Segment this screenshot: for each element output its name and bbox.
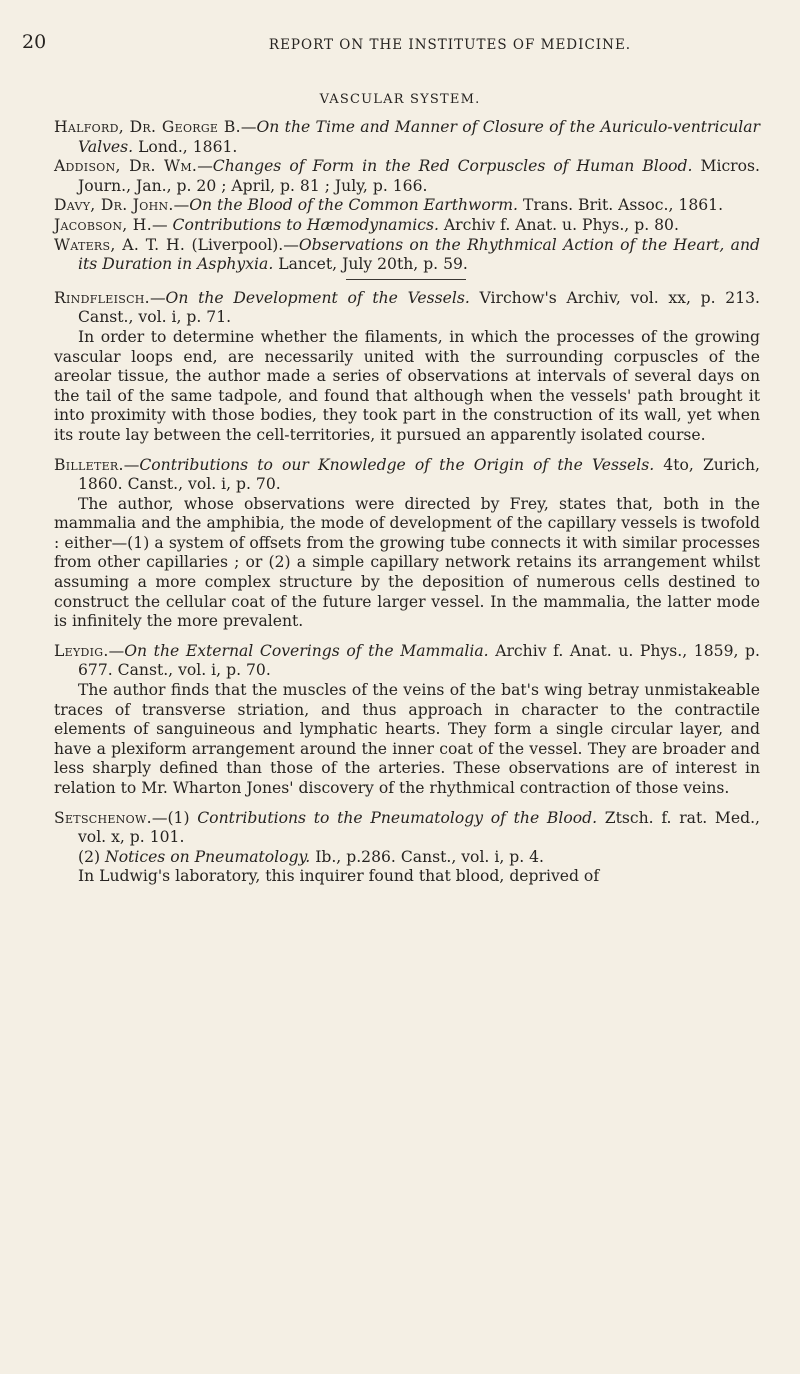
entry-source: Archiv f. Anat. u. Phys., 1859, p. 677. Canst., vol. i, p. 70. xyxy=(78,641,760,680)
entry-source: Virchow's Archiv, vol. xx, p. 213. Canst., vol. i, p. 71. xyxy=(78,288,760,327)
reference-addison xyxy=(54,157,760,196)
reference-source: Lond., 1861. xyxy=(133,137,238,156)
reference-source: Micros. Journ., Jan., p. 20 ; April, p. 81 ; July, p. 166. xyxy=(78,157,760,195)
section-divider xyxy=(346,279,466,280)
reference-title: Changes of Form in the Red Corpuscles of Human Blood. xyxy=(212,157,693,176)
reference-title: On the Blood of the Common Earthworm. xyxy=(189,196,518,215)
reference-davy xyxy=(54,196,760,216)
entry-setschenow xyxy=(54,809,760,887)
reference-source: Lancet, July 20th, p. 59. xyxy=(273,255,468,274)
entry-title: On the External Coverings of the Mammalia. xyxy=(124,641,489,660)
entry-note xyxy=(54,848,760,868)
reference-author: Davy, Dr. John. xyxy=(54,196,174,215)
reference-author: Jacobson, H. xyxy=(54,215,152,234)
entry-title: Contributions to our Knowledge of the Origin of the Vessels. xyxy=(139,455,655,474)
entry-author: Billeter. xyxy=(54,455,124,474)
reference-separator: — xyxy=(151,215,173,234)
entry-heading xyxy=(54,642,760,681)
entry-rindfleisch xyxy=(54,289,760,446)
entry-heading xyxy=(54,809,760,848)
entry-author: Leydig. xyxy=(54,641,109,660)
page-content xyxy=(54,118,760,897)
entry-separator: — xyxy=(123,455,140,474)
reference-title: Contributions to Hæmodynamics. xyxy=(172,215,439,234)
reference-source: Archiv f. Anat. u. Phys., p. 80. xyxy=(438,215,679,234)
reference-author: Waters, A. T. H. xyxy=(54,235,186,254)
entry-body: The author, whose observations were directed by Frey, states that, both in the mammalia and the amphibia, the mode of development of the capillary vessels is twofold : either—(1) a system of offsets from the growing tube connects it with similar processes from other capillaries ; or (2) a simple capillary network retains its arrangement whilst assuming a more complex structure by the deposition of numerous cells destined to construct the cellular coat of the future larger vessel. In the mammalia, the latter mode is infinitely the more prevalent. xyxy=(54,494,760,631)
section-title: VASCULAR SYSTEM. xyxy=(319,92,481,107)
entry-author: Rindfleisch. xyxy=(54,288,150,307)
reference-author: Addison, Dr. Wm. xyxy=(54,157,198,176)
entry-leydig xyxy=(54,642,760,799)
entry-source: 4to, Zurich, 1860. Canst., vol. i, p. 70. xyxy=(78,455,760,494)
entry-body: In Ludwig's laboratory, this inquirer found that blood, deprived of xyxy=(78,867,600,886)
reference-title: Observations on the Rhythmical Action of the Heart, and its Duration in Asphyxia. xyxy=(78,235,760,274)
entry-heading xyxy=(54,456,760,495)
reference-separator: — xyxy=(197,157,213,176)
reference-jacobson xyxy=(54,216,760,236)
reference-separator: (Liverpool).— xyxy=(185,235,299,254)
reference-author: Halford, Dr. George B. xyxy=(54,118,241,136)
reference-waters xyxy=(54,236,760,275)
entry-billeter xyxy=(54,456,760,632)
reference-title: On the Time and Manner of Closure of the Auriculo-ventricular Valves. xyxy=(78,118,760,156)
running-head: REPORT ON THE INSTITUTES OF MEDICINE. xyxy=(268,37,632,53)
note-title: Notices on Pneumatology. xyxy=(105,847,311,866)
note-source: Ib., p.286. Canst., vol. i, p. 4. xyxy=(310,847,545,866)
entry-separator: —(1) xyxy=(151,808,198,827)
entry-source: Ztsch. f. rat. Med., vol. x, p. 101. xyxy=(78,808,761,847)
entry-separator: — xyxy=(149,288,166,307)
reference-separator: — xyxy=(240,118,257,136)
reference-halford xyxy=(54,118,760,157)
note-prefix: (2) xyxy=(78,847,106,866)
entry-body: The author finds that the muscles of the veins of the bat's wing betray unmistakeable traces of transverse striation, and thus approach in character to the contractile elements of sanguineous and lymphatic hearts. They form a single circular layer, and have a plexiform arrangement around the inner coat of the vessel. They are broader and less sharply defined than those of the arteries. These observations are of interest in relation to Mr. Wharton Jones' discovery of the rhythmical contraction of those veins. xyxy=(54,681,760,797)
entry-title: On the Development of the Vessels. xyxy=(165,288,470,307)
page-number: 20 xyxy=(22,31,47,53)
entry-heading xyxy=(54,289,760,328)
entry-body: In order to determine whether the filaments, in which the processes of the growing vascular loops end, are necessarily united with the surrounding corpuscles of the areolar tissue, the author made a series of observations at intervals of several days on the tail of the same tadpole, and found that although when the vessels' path brought it into proximity with those bodies, they took part in the construction of its wall, yet when its route lay between the cell-territories, it pursued an apparently isolated course. xyxy=(54,327,760,444)
reference-separator: — xyxy=(173,196,190,215)
entry-separator: — xyxy=(108,641,125,660)
reference-source: Trans. Brit. Assoc., 1861. xyxy=(517,196,724,215)
entry-title: Contributions to the Pneumatology of the Blood. xyxy=(197,808,598,827)
entry-author: Setschenow. xyxy=(54,808,152,827)
